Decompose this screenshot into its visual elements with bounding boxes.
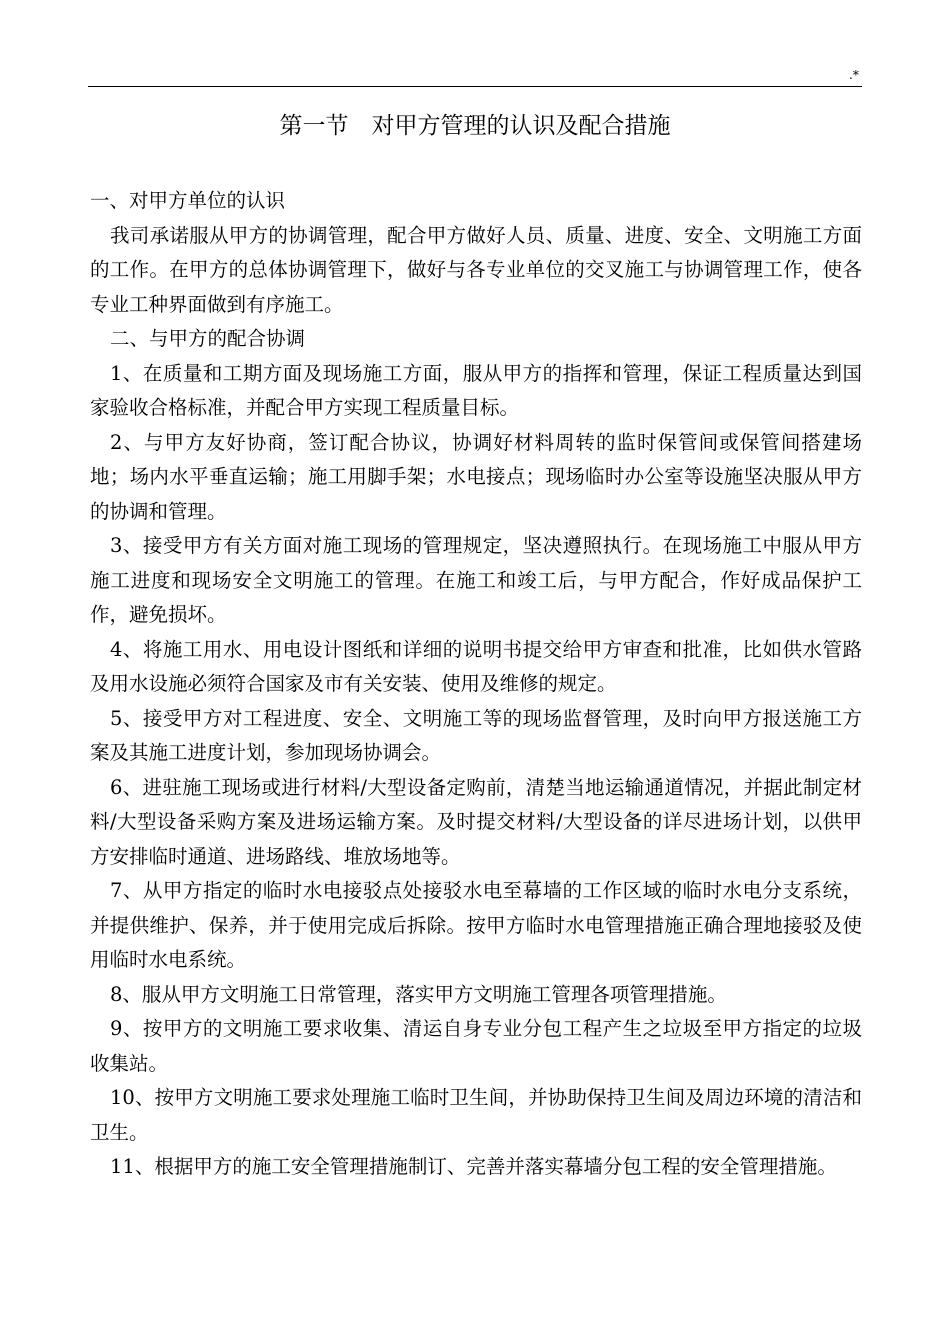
paragraph-intro: 我司承诺服从甲方的协调管理，配合甲方做好人员、质量、进度、安全、文明施工方面的工作。在甲方的总体协调管理下，做好与各专业单位的交叉施工与协调管理工作，使各专业工种界面做到有序施工。 — [90, 223, 862, 316]
list-item-9: 9、按甲方的文明施工要求收集、清运自身专业分包工程产生之垃圾至甲方指定的垃圾收集站。 — [90, 1017, 862, 1075]
section-heading-1: 一、对甲方单位的认识 — [90, 189, 286, 212]
list-item-2: 2、与甲方友好协商，签订配合协议，协调好材料周转的监时保管间或保管间搭建场地；场内水平垂直运输；施工用脚手架；水电接点；现场临时办公室等设施坚决服从甲方的协调和管理。 — [90, 430, 862, 523]
document-body — [90, 184, 862, 1185]
list-item-5: 5、接受甲方对工程进度、安全、文明施工等的现场监督管理，及时向甲方报送施工方案及其施工进度计划，参加现场协调会。 — [90, 706, 862, 764]
list-item-1: 1、在质量和工期方面及现场施工方面，服从甲方的指挥和管理，保证工程质量达到国家验收合格标准，并配合甲方实现工程质量目标。 — [90, 361, 862, 419]
list-item-7: 7、从甲方指定的临时水电接驳点处接驳水电至幕墙的工作区域的临时水电分支系统，并提供维护、保养，并于使用完成后拆除。按甲方临时水电管理措施正确合理地接驳及使用临时水电系统。 — [90, 879, 862, 971]
list-item-4: 4、将施工用水、用电设计图纸和详细的说明书提交给甲方审查和批准，比如供水管路及用水设施必须符合国家及市有关安装、使用及维修的规定。 — [90, 637, 862, 695]
list-item-10: 10、按甲方文明施工要求处理施工临时卫生间，并协助保持卫生间及周边环境的清洁和卫生。 — [90, 1086, 862, 1144]
list-item-11: 11、根据甲方的施工安全管理措施制订、完善并落实幕墙分包工程的安全管理措施。 — [110, 1155, 837, 1178]
header-mark: .* — [849, 68, 859, 82]
header-rule — [88, 86, 862, 87]
list-item-6: 6、进驻施工现场或进行材料/大型设备定购前，清楚当地运输通道情况，并据此制定材料/大型设备采购方案及进场运输方案。及时提交材料/大型设备的详尽进场计划，以供甲方安排临时通道、进场路线、堆放场地等。 — [90, 775, 862, 868]
list-item-3: 3、接受甲方有关方面对施工现场的管理规定，坚决遵照执行。在现场施工中服从甲方施工进度和现场安全文明施工的管理。在施工和竣工后，与甲方配合，作好成品保护工作，避免损坏。 — [90, 534, 862, 626]
page-title: 第一节 对甲方管理的认识及配合措施 — [279, 113, 671, 139]
section-heading-2: 二、与甲方的配合协调 — [110, 327, 306, 350]
list-item-8: 8、服从甲方文明施工日常管理，落实甲方文明施工管理各项管理措施。 — [110, 982, 727, 1006]
